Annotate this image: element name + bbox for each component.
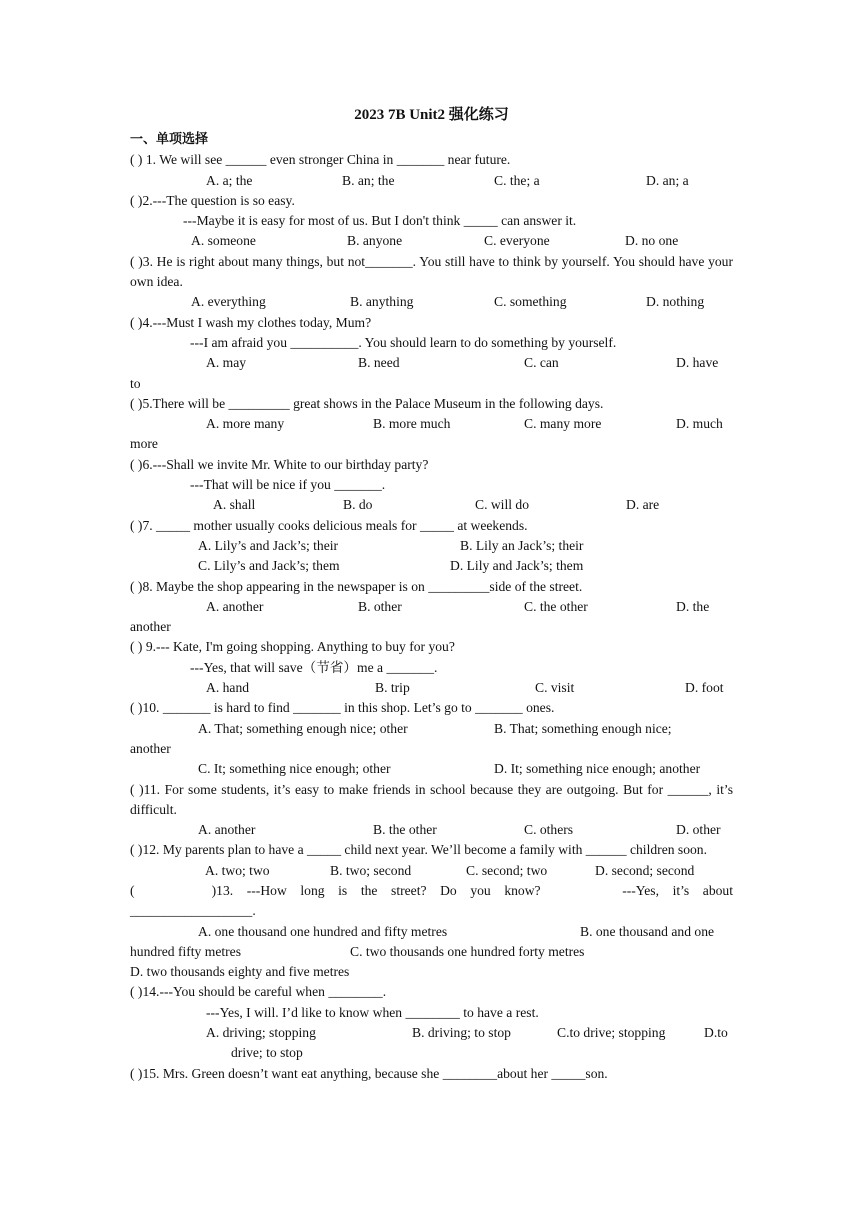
option-row	[130, 495, 733, 515]
option-row	[130, 678, 733, 698]
section-heading: 一、单项选择	[130, 132, 209, 147]
option: A. more many	[206, 416, 285, 432]
question-stem: ---That will be nice if you _______.	[190, 477, 386, 493]
option-row	[130, 759, 733, 779]
question-stem: ( )5.There will be _________ great shows in the Palace Museum in the following days.	[130, 395, 604, 411]
option: A. Lily’s and Jack’s; their	[198, 537, 339, 553]
option: B. need	[358, 355, 400, 371]
option: B. more much	[373, 416, 451, 432]
option: B. the other	[373, 822, 437, 838]
question-stem: ---I am afraid you __________. You should learn to do something by yourself.	[190, 334, 617, 350]
option-continuation: hundred fifty metres	[130, 943, 241, 959]
option-row	[130, 414, 733, 434]
option: B. anyone	[347, 233, 403, 249]
option: C. something	[494, 294, 567, 310]
option: A. shall	[213, 497, 256, 513]
option: C. many more	[524, 416, 602, 432]
option: B. two; second	[330, 862, 412, 878]
option-continuation: another	[130, 740, 171, 756]
option-row	[130, 231, 733, 251]
option: C. two thousands one hundred forty metres	[350, 943, 585, 959]
option: D. have	[676, 355, 719, 371]
question-stem: ( )12. My parents plan to have a _____ child next year. We’ll become a family with ______ children soon.	[130, 842, 707, 858]
question-stem: ( )11. For some students, it’s easy to make friends in school because they are outgoing. But for ______, it’s difficult.	[130, 781, 733, 817]
option: B. an; the	[342, 172, 395, 188]
question-stem: ( )8. Maybe the shop appearing in the newspaper is on _________side of the street.	[130, 578, 583, 594]
option: B. That; something enough nice;	[494, 720, 672, 736]
option: C. visit	[535, 680, 575, 696]
option: A. That; something enough nice; other	[198, 720, 408, 736]
option: D. are	[626, 497, 660, 513]
question-stem: ( )10. _______ is hard to find _______ in this shop. Let’s go to _______ ones.	[130, 700, 555, 716]
option: B. driving; to stop	[412, 1025, 511, 1041]
option: D. It; something nice enough; another	[494, 761, 701, 777]
option: C. the; a	[494, 172, 540, 188]
option: A. a; the	[206, 172, 253, 188]
option-continuation: more	[130, 436, 158, 452]
question-stem: ( )15. Mrs. Green doesn’t want eat anything, because she ________about her _____son.	[130, 1065, 608, 1081]
option: D. an; a	[646, 172, 689, 188]
question-stem: ( )6.---Shall we invite Mr. White to our birthday party?	[130, 456, 429, 472]
option-row	[130, 861, 733, 881]
option: C. It; something nice enough; other	[198, 761, 391, 777]
option-row	[130, 353, 733, 373]
option: B. other	[358, 598, 402, 614]
question-stem: ( )3. He is right about many things, but not_______. You still have to think by yourself. You should have your own idea.	[130, 253, 733, 290]
question-stem: ( )13. ---How long is the street? Do you know? ---Yes, it’s about __________________.	[130, 882, 737, 919]
option: C. will do	[475, 497, 530, 513]
option: D. nothing	[646, 294, 705, 310]
question-stem: ---Yes, I will. I’d like to know when ________ to have a rest.	[206, 1004, 539, 1020]
option: C. second; two	[466, 862, 548, 878]
option: A. one thousand one hundred and fifty metres	[198, 923, 448, 939]
option-row	[130, 536, 733, 556]
option: A. two; two	[205, 862, 270, 878]
option: B. Lily an Jack’s; their	[460, 537, 584, 553]
option-row	[130, 292, 733, 312]
option: A. everything	[191, 294, 266, 310]
option: D. other	[676, 822, 721, 838]
worksheet-page	[130, 100, 737, 1084]
option: C. others	[524, 822, 574, 838]
option: A. another	[206, 598, 264, 614]
option: C. can	[524, 355, 559, 371]
page-title: 2023 7B Unit2 强化练习	[354, 107, 509, 123]
option: D. two thousands eighty and five metres	[130, 964, 350, 980]
option: D. foot	[685, 680, 724, 696]
option: D. the	[676, 598, 710, 614]
option: B. trip	[375, 680, 410, 696]
option: D. Lily and Jack’s; them	[450, 558, 584, 574]
option-continuation: drive; to stop	[231, 1045, 303, 1061]
option: A. may	[206, 355, 247, 371]
option: A. someone	[191, 233, 256, 249]
option: C. the other	[524, 598, 588, 614]
option-continuation: to	[130, 375, 141, 391]
option: D. much	[676, 416, 723, 432]
option: A. driving; stopping	[206, 1025, 316, 1041]
question-stem: ---Yes, that will save（节省）me a _______.	[190, 659, 438, 675]
option: C. Lily’s and Jack’s; them	[198, 558, 340, 574]
question-stem: ( ) 1. We will see ______ even stronger China in _______ near future.	[130, 152, 511, 168]
option-row	[130, 171, 733, 191]
question-stem: ( )4.---Must I wash my clothes today, Mum?	[130, 314, 372, 330]
option: C.to drive; stopping	[557, 1025, 666, 1041]
option-row	[130, 1023, 733, 1043]
question-stem: ( )2.---The question is so easy.	[130, 192, 295, 208]
question-stem: ( )7. _____ mother usually cooks delicious meals for _____ at weekends.	[130, 517, 528, 533]
question-stem: ---Maybe it is easy for most of us. But I don't think _____ can answer it.	[183, 213, 577, 229]
option-row	[130, 820, 733, 840]
option-row	[130, 942, 733, 962]
question-stem: ( )14.---You should be careful when ________.	[130, 984, 387, 1000]
option: D. second; second	[595, 862, 695, 878]
option-row	[130, 597, 733, 617]
option: D.to	[704, 1025, 728, 1041]
option: C. everyone	[484, 233, 550, 249]
option: A. another	[198, 822, 256, 838]
option: B. do	[343, 497, 373, 513]
option: B. anything	[350, 294, 414, 310]
option-row	[130, 922, 733, 942]
option-row	[130, 556, 733, 576]
question-stem: ( ) 9.--- Kate, I'm going shopping. Anything to buy for you?	[130, 639, 455, 655]
option-row	[130, 719, 733, 739]
option-continuation: another	[130, 619, 171, 635]
option: D. no one	[625, 233, 679, 249]
option: B. one thousand and one	[580, 923, 715, 939]
option: A. hand	[206, 680, 250, 696]
